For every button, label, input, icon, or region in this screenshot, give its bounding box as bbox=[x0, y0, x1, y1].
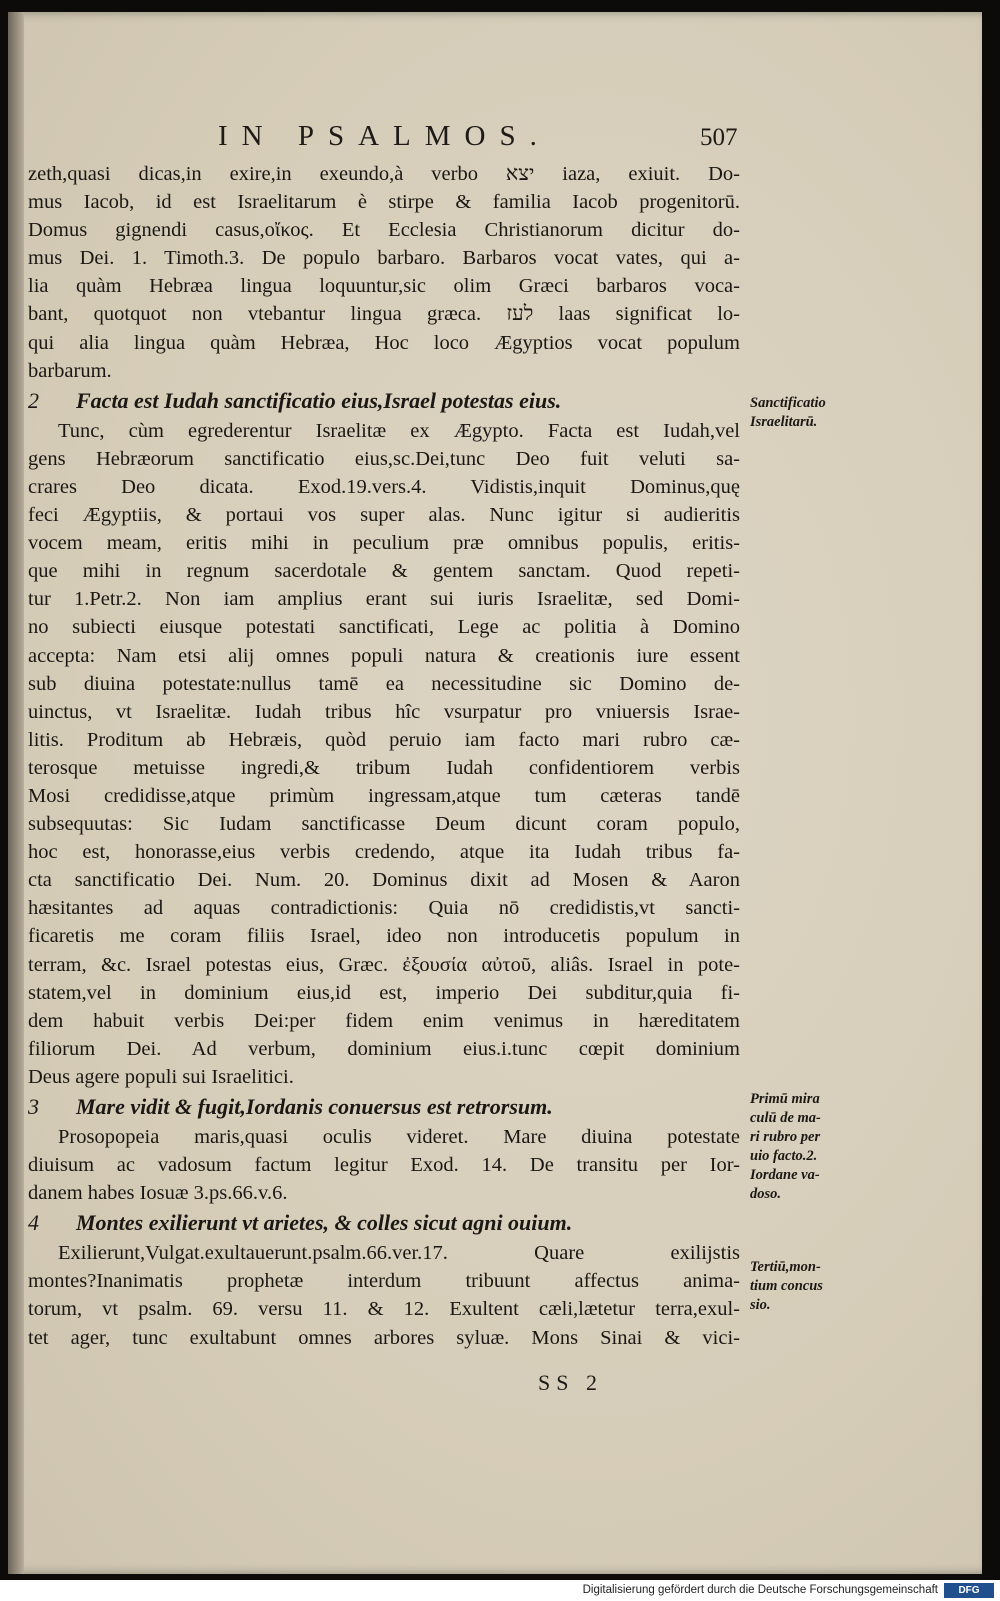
text-line: feci Ægyptiis, & portaui vos super alas. Nunc igitur si audieritis bbox=[28, 504, 740, 527]
text-line: Prosopopeia maris,quasi oculis videret. Mare diuina potestate bbox=[58, 1126, 740, 1148]
marginal-line: tium concus bbox=[750, 1278, 823, 1294]
text-block-4 bbox=[28, 1239, 740, 1351]
text-line: crares Deo dicata. Exod.19.vers.4. Vidistis,inquit Dominus,quę bbox=[28, 475, 740, 498]
marginal-line: Israelitarū. bbox=[750, 414, 818, 430]
marginal-line: doso. bbox=[750, 1186, 782, 1202]
verse-number: 2 bbox=[28, 387, 39, 413]
text-line: tur 1.Petr.2. Non iam amplius erant sui iuris Israelitæ, sed Domi- bbox=[28, 588, 740, 611]
text-line: qui alia lingua quàm Hebræa, Hoc loco Ægyptios vocat populum bbox=[28, 331, 740, 354]
text-line: que mihi in regnum sacerdotale & gentem sanctam. Quod repeti- bbox=[28, 560, 740, 583]
text-line: ficaretis me coram filiis Israel, ideo non introducetis populum in bbox=[28, 925, 740, 948]
text-line: accepta: Nam etsi alij omnes populi natura & creationis iure essent bbox=[28, 644, 740, 667]
text-line: filiorum Dei. Ad verbum, dominium eius.i.tunc cœpit dominium bbox=[28, 1037, 740, 1060]
text-line: torum, vt psalm. 69. versu 11. & 12. Exultent cæli,lætetur terra,exul- bbox=[28, 1298, 740, 1321]
marginal-line: uio facto.2. bbox=[750, 1148, 818, 1164]
verse-number: 3 bbox=[28, 1094, 39, 1119]
text-line: dem habuit verbis Dei:per fidem enim venimus in hæreditatem bbox=[28, 1009, 740, 1032]
text-line: lia quàm Hebræa lingua loquuntur,sic olim Græci barbaros voca- bbox=[28, 275, 740, 298]
page-binding-shadow bbox=[8, 12, 24, 1574]
text-line: Mosi credidisse,atque primùm ingressam,atque tum cæteras tandē bbox=[28, 784, 740, 807]
text-line: mus Dei. 1. Timoth.3. De populo barbaro. Barbaros vocat vates, qui a- bbox=[28, 247, 740, 270]
marginal-note-sanctificatio bbox=[750, 394, 850, 432]
text-line: hoc est, honorasse,eius verbis credendo, atque ita Iudah tribus fa- bbox=[28, 841, 740, 864]
text-line: Deus agere populi sui Israelitici. bbox=[28, 1065, 294, 1088]
text-line: statem,vel in dominium eius,id est, imperio Dei subditur,quia fi- bbox=[28, 981, 740, 1004]
verse-2 bbox=[28, 386, 740, 416]
marginal-line: Primū mira bbox=[750, 1091, 820, 1107]
text-line: bant, quotquot non vtebantur lingua græca. לעז laas significat lo- bbox=[28, 303, 740, 326]
text-block-3 bbox=[28, 1123, 740, 1207]
text-line: mus Iacob, id est Israelitarum è stirpe & familia Iacob progenitorū. bbox=[28, 191, 740, 214]
text-line: no subiecti eiusque potestati sanctificati, Lege ac politia à Domino bbox=[28, 616, 740, 639]
marginal-note-montium bbox=[750, 1258, 850, 1315]
text-line: terosque metuisse ingredi,& tribum Iudah confidentiorem verbis bbox=[28, 756, 740, 779]
verse-text: Facta est Iudah sanctificatio eius,Israel potestas eius. bbox=[76, 387, 562, 413]
text-line: Exilierunt,Vulgat.exultauerunt.psalm.66.ver.17. Quare exilijstis bbox=[58, 1242, 740, 1265]
marginal-line: sio. bbox=[750, 1297, 771, 1313]
text-line: gens Hebræorum sanctificatio eius,sc.Dei,tunc Deo fuit veluti sa- bbox=[28, 447, 740, 470]
text-line: diuisum ac vadosum factum legitur Exod. 14. De transitu per Ior- bbox=[28, 1154, 740, 1177]
verse-number: 4 bbox=[28, 1210, 39, 1236]
text-line: uinctus, vt Israelitæ. Iudah tribus hîc vsurpatur pro vniuersis Israe- bbox=[28, 700, 740, 723]
text-block-2 bbox=[28, 417, 740, 1091]
text-line: litis. Proditum ab Hebræis, quòd peruio iam facto mari rubro cæ- bbox=[28, 728, 740, 751]
text-line: subsequutas: Sic Iudam sanctificasse Deum dicunt coram populo, bbox=[28, 813, 740, 836]
text-line: sub diuina potestate:nullus tamē ea necessitudine sic Domino de- bbox=[28, 672, 740, 695]
verse-4 bbox=[28, 1208, 740, 1238]
book-page bbox=[8, 12, 982, 1574]
text-line: danem habes Iosuæ 3.ps.66.v.6. bbox=[28, 1182, 288, 1205]
text-line: vocem meam, eritis mihi in peculium præ omnibus populis, eritis- bbox=[28, 532, 740, 555]
text-line: montes?Inanimatis prophetæ interdum tribuunt affectus anima- bbox=[28, 1270, 740, 1293]
text-line: tet ager, tunc exultabunt omnes arbores syluæ. Mons Sinai & vici- bbox=[28, 1326, 740, 1349]
text-line: barbarum. bbox=[28, 359, 112, 382]
text-line: terram, &c. Israel potestas eius, Græc. ἐξουσία αὐτοῦ, aliâs. Israel in pote- bbox=[28, 953, 740, 976]
marginal-note-miraculum bbox=[750, 1090, 850, 1204]
text-line: cta sanctificatio Dei. Num. 20. Dominus dixit ad Mosen & Aaron bbox=[28, 869, 740, 892]
funding-credit: Digitalisierung gefördert durch die Deutsche Forschungsgemeinschaft bbox=[582, 1584, 938, 1596]
marginal-line: ri rubro per bbox=[750, 1129, 821, 1145]
marginal-line: culū de ma- bbox=[750, 1110, 821, 1126]
verse-3 bbox=[28, 1092, 740, 1122]
digitization-footer bbox=[0, 1580, 1000, 1601]
text-block-1 bbox=[28, 160, 740, 385]
signature-catchword: SS 2 bbox=[538, 1370, 603, 1395]
text-line: zeth,quasi dicas,in exire,in exeundo,à verbo יצא iaza, exiuit. Do- bbox=[28, 163, 740, 185]
text-line: Domus gignendi casus,οἴκος. Et Ecclesia Christianorum dicitur do- bbox=[28, 219, 740, 242]
main-text-column bbox=[28, 160, 740, 1352]
verse-text: Montes exilierunt vt arietes, & colles sicut agni ouium. bbox=[76, 1210, 573, 1236]
text-line: hæsitantes ad aquas contradictionis: Quia nō credidistis,vt sancti- bbox=[28, 897, 740, 920]
text-line: Tunc, cùm egrederentur Israelitæ ex Ægypto. Facta est Iudah,vel bbox=[58, 419, 740, 442]
marginal-line: Sanctificatio bbox=[750, 395, 826, 411]
marginal-line: Tertiū,mon- bbox=[750, 1259, 821, 1275]
page-number: 507 bbox=[700, 124, 738, 151]
verse-text: Mare vidit & fugit,Iordanis conuersus est retrorsum. bbox=[76, 1094, 553, 1119]
marginal-line: Iordane va- bbox=[750, 1167, 820, 1183]
running-head: IN PSALMOS. bbox=[218, 120, 551, 152]
dfg-logo: DFG bbox=[944, 1583, 994, 1598]
